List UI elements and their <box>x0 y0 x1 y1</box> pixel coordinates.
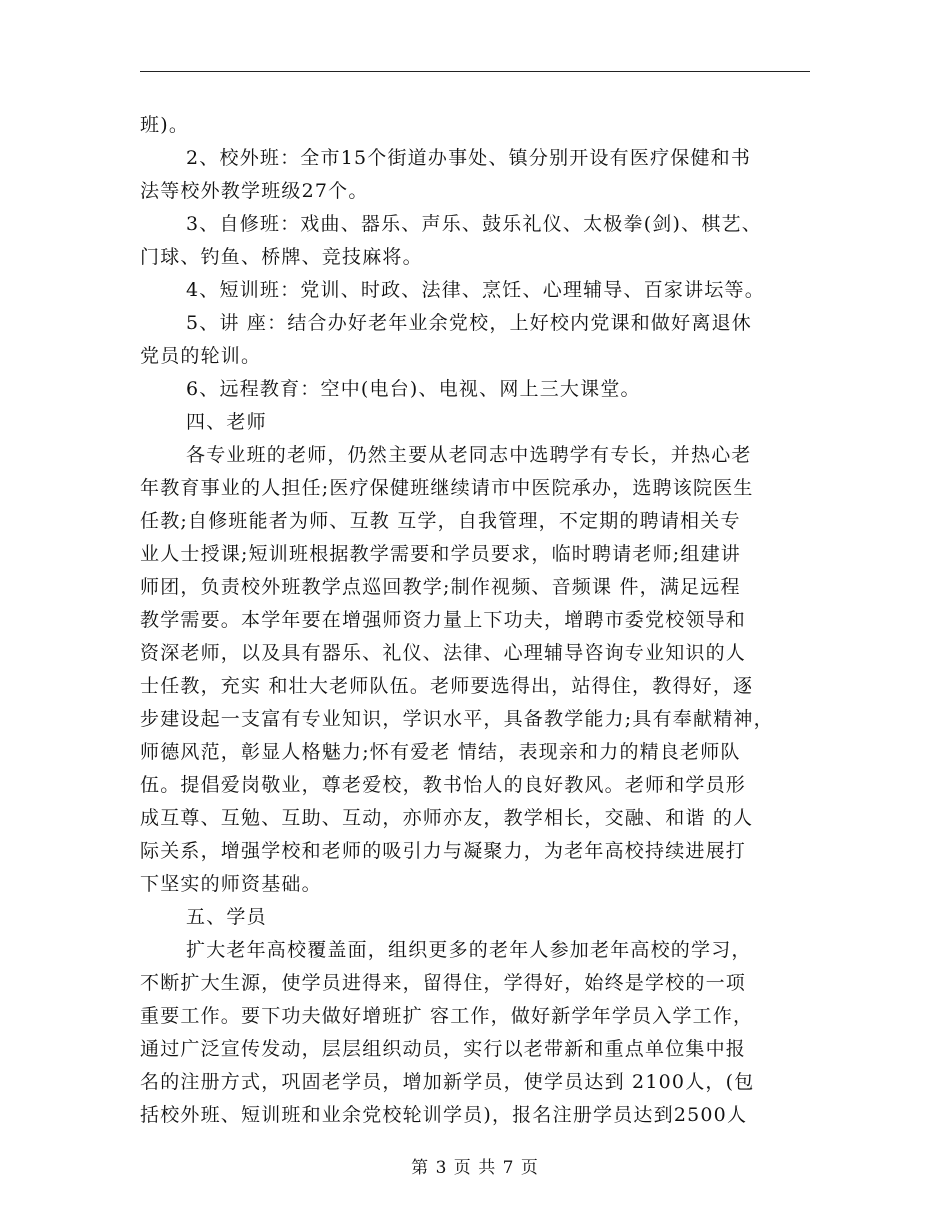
text-line: 党员的轮训。 <box>140 345 262 367</box>
text-line: 2、校外班：全市15个街道办事处、镇分别开设有医疗保健和书 <box>186 147 752 169</box>
text-line: 际关系，增强学校和老师的吸引力与凝聚力，为老年高校持续进展打 <box>140 840 747 862</box>
text-line: 班)。 <box>140 114 190 136</box>
text-line: 名的注册方式，巩固老学员，增加新学员，使学员达到 2100人，(包 <box>140 1071 755 1093</box>
text-line: 五、学员 <box>186 906 267 928</box>
text-line: 重要工作。要下功夫做好增班扩 容工作，做好新学年学员入学工作， <box>140 1005 754 1027</box>
text-line: 年教育事业的人担任;医疗保健班继续请市中医院承办，选聘该院医生 <box>140 477 754 499</box>
text-line: 4、短训班：党训、时政、法律、烹饪、心理辅导、百家讲坛等。 <box>186 279 765 301</box>
text-line: 师德风范，彰显人格魅力;怀有爱老 情结，表现亲和力的精良老师队 <box>140 741 741 763</box>
text-line: 士任教，充实 和壮大老师队伍。老师要选得出，站得住，教得好，逐 <box>140 675 754 697</box>
text-line: 资深老师，以及具有器乐、礼仪、法律、心理辅导咨询专业知识的人 <box>140 642 747 664</box>
text-line: 四、老师 <box>186 411 267 433</box>
page-number-footer: 第 3 页 共 7 页 <box>411 1158 539 1178</box>
text-line: 师团，负责校外班教学点巡回教学;制作视频、音频课 件，满足远程 <box>140 576 741 598</box>
text-line: 业人士授课;短训班根据教学需要和学员要求，临时聘请老师;组建讲 <box>140 543 742 565</box>
text-line: 伍。提倡爱岗敬业，尊老爱校，教书怡人的良好教风。老师和学员形 <box>140 774 747 796</box>
text-line: 下坚实的师资基础。 <box>140 873 322 895</box>
text-line: 通过广泛宣传发动，层层组织动员，实行以老带新和重点单位集中报 <box>140 1038 747 1060</box>
text-line: 扩大老年高校覆盖面，组织更多的老年人参加老年高校的学习， <box>186 939 752 961</box>
text-line: 括校外班、短训班和业余党校轮训学员)，报名注册学员达到2500人 <box>140 1104 748 1126</box>
document-body <box>140 109 810 1132</box>
header-rule <box>140 71 810 72</box>
text-line: 任教;自修班能者为师、互教 互学，自我管理，不定期的聘请相关专 <box>140 510 741 532</box>
text-line: 门球、钓鱼、桥牌、竞技麻将。 <box>140 246 423 268</box>
text-line: 各专业班的老师，仍然主要从老同志中选聘学有专长，并热心老 <box>186 444 752 466</box>
text-line: 成互尊、互勉、互助、互动，亦师亦友，教学相长，交融、和谐 的人 <box>140 807 754 829</box>
text-line: 步建设起一支富有专业知识，学识水平，具备教学能力;具有奉献精神， <box>140 708 774 730</box>
text-line: 法等校外教学班级27个。 <box>140 180 369 202</box>
text-line: 5、讲 座：结合办好老年业余党校，上好校内党课和做好离退休 <box>186 312 752 334</box>
text-line: 不断扩大生源，使学员进得来，留得住，学得好，始终是学校的一项 <box>140 972 747 994</box>
text-line: 6、远程教育：空中(电台)、电视、网上三大课堂。 <box>186 378 641 400</box>
text-line: 3、自修班：戏曲、器乐、声乐、鼓乐礼仪、太极拳(剑)、棋艺、 <box>186 213 762 235</box>
text-line: 教学需要。本学年要在增强师资力量上下功夫，增聘市委党校领导和 <box>140 609 747 631</box>
